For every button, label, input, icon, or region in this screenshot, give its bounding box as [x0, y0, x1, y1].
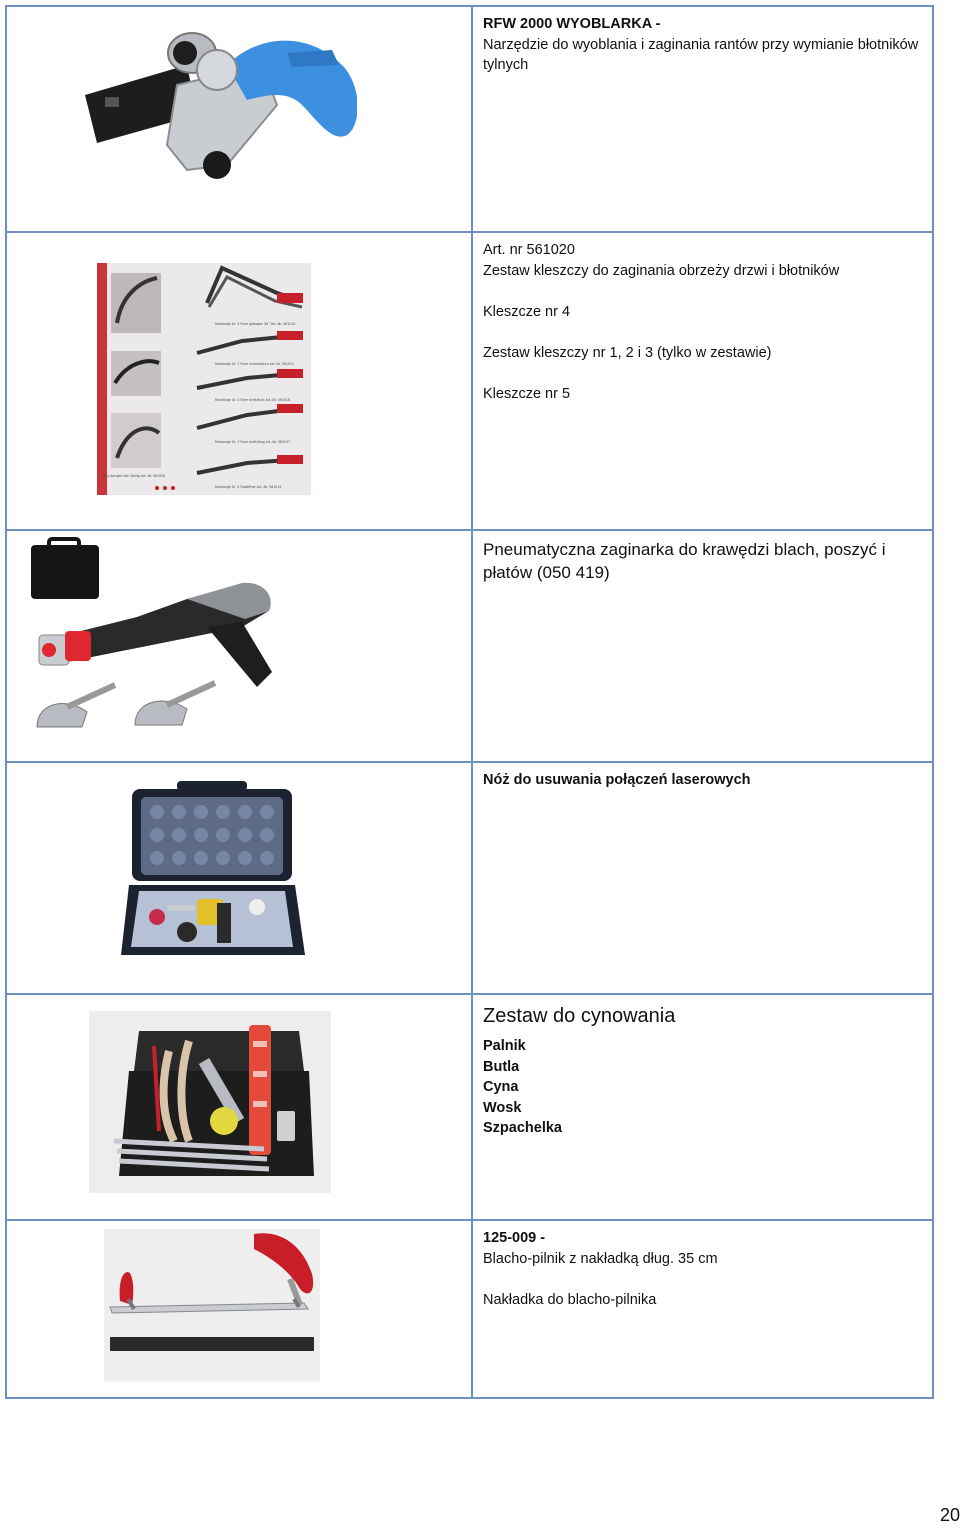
product-description: Narzędzie do wyoblania i zaginania rantów przy wymianie błotników tylnych — [483, 36, 919, 73]
poster-label: Falzzange Gr. 3 Form breit/lang Art.-Nr. 561017 — [215, 440, 291, 444]
set-item: Szpachelka — [483, 1120, 562, 1136]
product-image-cell — [6, 530, 472, 762]
poster-label: Falzzange Gr. 4 Form gebogen 90° Art.-Nr. 561010 — [215, 322, 296, 326]
product-text-cell — [472, 232, 933, 530]
product-item: Zestaw kleszczy nr 1, 2 i 3 (tylko w zestawie) — [483, 344, 772, 361]
noz-case-photo — [117, 777, 307, 965]
set-item: Cyna — [483, 1079, 519, 1095]
product-text-cell — [472, 6, 933, 232]
product-code: RFW 2000 WYOBLARKA - — [483, 16, 661, 32]
product-row-kleszcze — [6, 232, 933, 530]
product-description: Pneumatyczna zaginarka do krawędzi blach, poszyć i płatów (050 419) — [483, 540, 886, 582]
wyoblarka-photo — [77, 25, 357, 185]
cynowanie-set-photo — [89, 1011, 331, 1193]
product-text-cell — [472, 530, 933, 762]
pilnik-photo — [104, 1229, 320, 1381]
product-row-zaginarka — [6, 530, 933, 762]
product-row-cynowanie — [6, 994, 933, 1220]
product-text-cell — [472, 1220, 933, 1398]
product-heading: Zestaw do cynowania — [483, 1005, 676, 1027]
zaginarka-photo — [27, 537, 287, 737]
product-row-noz — [6, 762, 933, 994]
product-description: Nóż do usuwania połączeń laserowych — [483, 772, 751, 788]
product-description: Blacho-pilnik z nakładką dług. 35 cm — [483, 1250, 718, 1267]
page-number: 20 — [939, 1505, 960, 1525]
set-item: Wosk — [483, 1099, 522, 1116]
poster-label: Falzzange Gr. 1 Form schmal/kurz Art.-Nr. 561011 — [215, 362, 295, 366]
product-image-cell — [6, 994, 472, 1220]
product-row-pilnik — [6, 1220, 933, 1398]
poster-label: Falzzange Gr. 2 Form breit/kurz Art.-Nr. 561016 — [215, 398, 290, 402]
kleszcze-poster-photo — [97, 263, 311, 495]
product-row-wyoblarka — [6, 6, 933, 232]
product-image-cell — [6, 6, 472, 232]
product-item: Nakładka do blacho-pilnika — [483, 1291, 657, 1308]
product-item: Kleszcze nr 4 — [483, 303, 571, 320]
product-text-cell — [472, 762, 933, 994]
set-item: Butla — [483, 1058, 520, 1075]
poster-footer: Falz-Zangen-Set 3teilig Art.-Nr. 561020 — [103, 474, 166, 478]
product-description: Zestaw kleszczy do zaginania obrzeży drzwi i błotników — [483, 262, 840, 279]
product-image-cell — [6, 1220, 472, 1398]
set-item: Palnik — [483, 1038, 526, 1054]
product-image-cell — [6, 762, 472, 994]
product-table — [5, 5, 934, 1399]
poster-label: Falzzange Gr. 5 Falzöffner Art.-Nr. 561019 — [215, 485, 282, 489]
product-image-cell — [6, 232, 472, 530]
product-text-cell — [472, 994, 933, 1220]
product-code: Art. nr 561020 — [483, 242, 575, 258]
product-item: Kleszcze nr 5 — [483, 385, 571, 402]
product-code: 125-009 - — [483, 1230, 546, 1246]
